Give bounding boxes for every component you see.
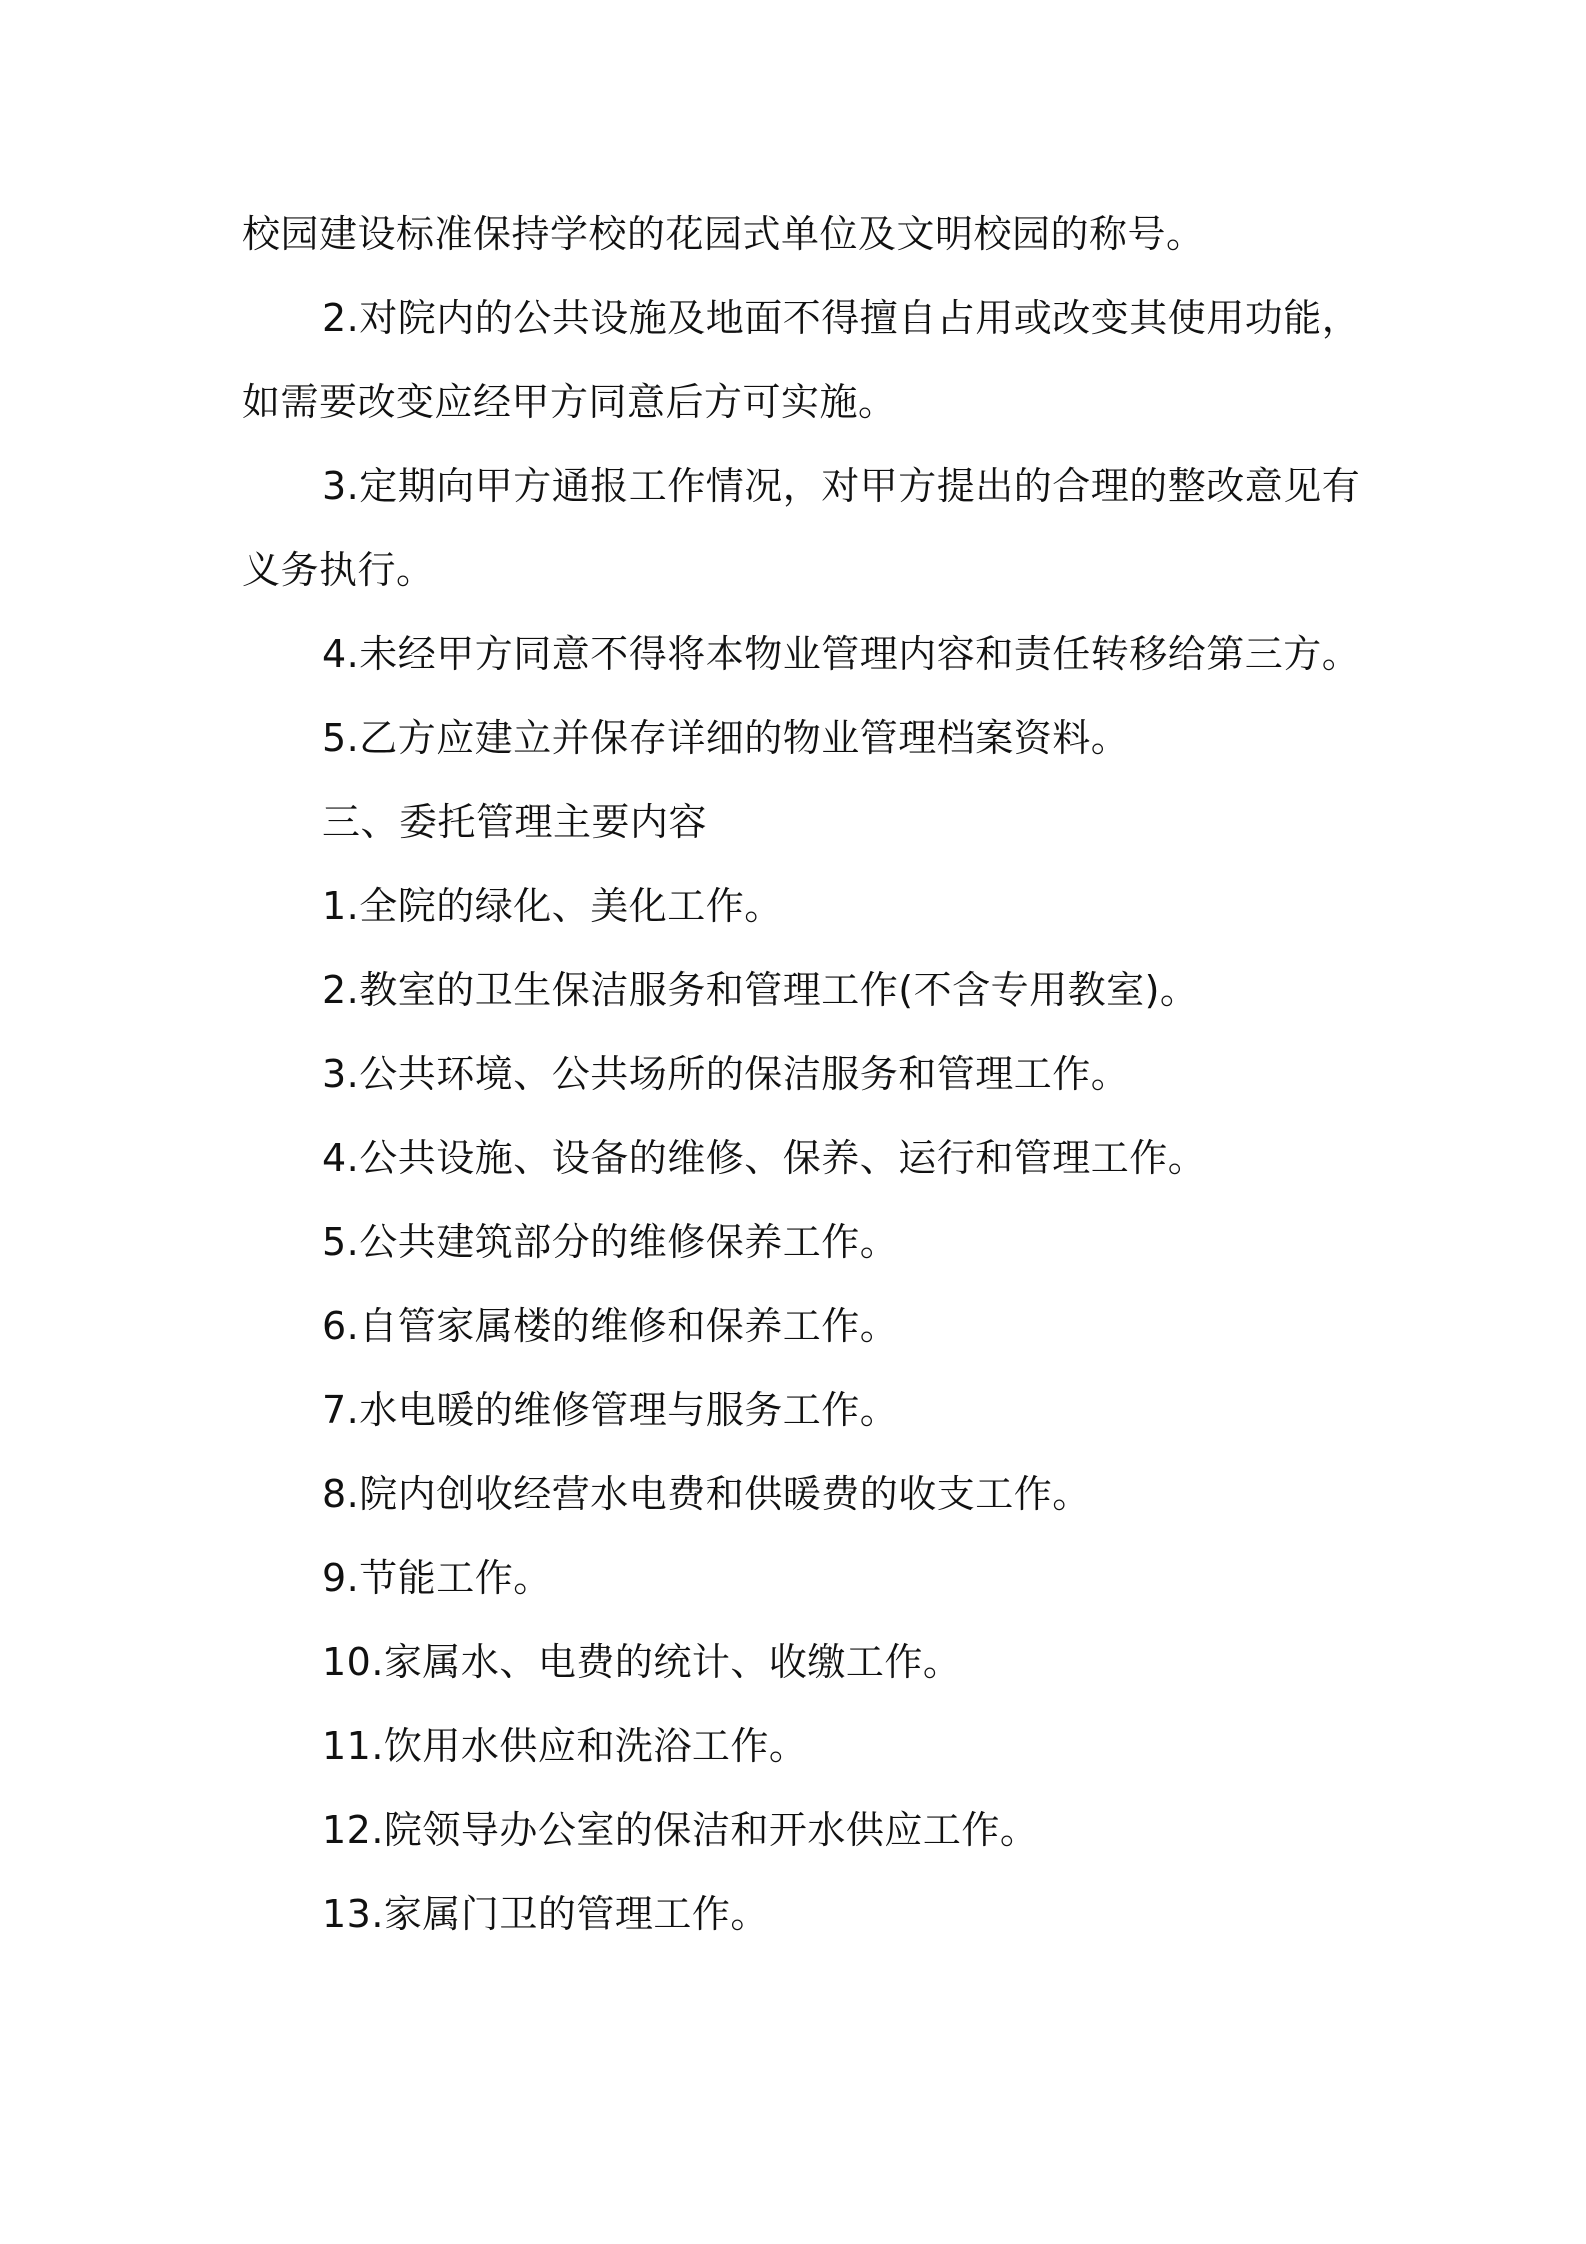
list-item: 3.公共环境、公共场所的保洁服务和管理工作。 xyxy=(322,1052,1130,1096)
list-item: 8.院内创收经营水电费和供暖费的收支工作。 xyxy=(322,1472,1091,1516)
list-item: 13.家属门卫的管理工作。 xyxy=(322,1892,769,1936)
list-item: 9.节能工作。 xyxy=(322,1556,552,1600)
paragraph: 3.定期向甲方通报工作情况，对甲方提出的合理的整改意见有义务执行。 xyxy=(242,464,1361,592)
list-item: 10.家属水、电费的统计、收缴工作。 xyxy=(322,1640,962,1684)
document-body xyxy=(242,192,1362,1956)
paragraph: 2.对院内的公共设施及地面不得擅自占用或改变其使用功能，如需要改变应经甲方同意后方可实施。 xyxy=(242,296,1361,424)
list-item: 11.饮用水供应和洗浴工作。 xyxy=(322,1724,808,1768)
list-item: 6.自管家属楼的维修和保养工作。 xyxy=(322,1304,899,1348)
list-item: 1.全院的绿化、美化工作。 xyxy=(322,884,783,928)
list-item: 2.教室的卫生保洁服务和管理工作(不含专用教室)。 xyxy=(322,968,1199,1012)
paragraph: 5.乙方应建立并保存详细的物业管理档案资料。 xyxy=(322,716,1130,760)
paragraph: 4.未经甲方同意不得将本物业管理内容和责任转移给第三方。 xyxy=(322,632,1361,676)
list-item: 5.公共建筑部分的维修保养工作。 xyxy=(322,1220,899,1264)
list-item: 4.公共设施、设备的维修、保养、运行和管理工作。 xyxy=(322,1136,1207,1180)
list-item: 12.院领导办公室的保洁和开水供应工作。 xyxy=(322,1808,1039,1852)
list-item: 7.水电暖的维修管理与服务工作。 xyxy=(322,1388,899,1432)
paragraph: 校园建设标准保持学校的花园式单位及文明校园的称号。 xyxy=(242,212,1205,256)
section-heading: 三、委托管理主要内容 xyxy=(322,800,708,844)
